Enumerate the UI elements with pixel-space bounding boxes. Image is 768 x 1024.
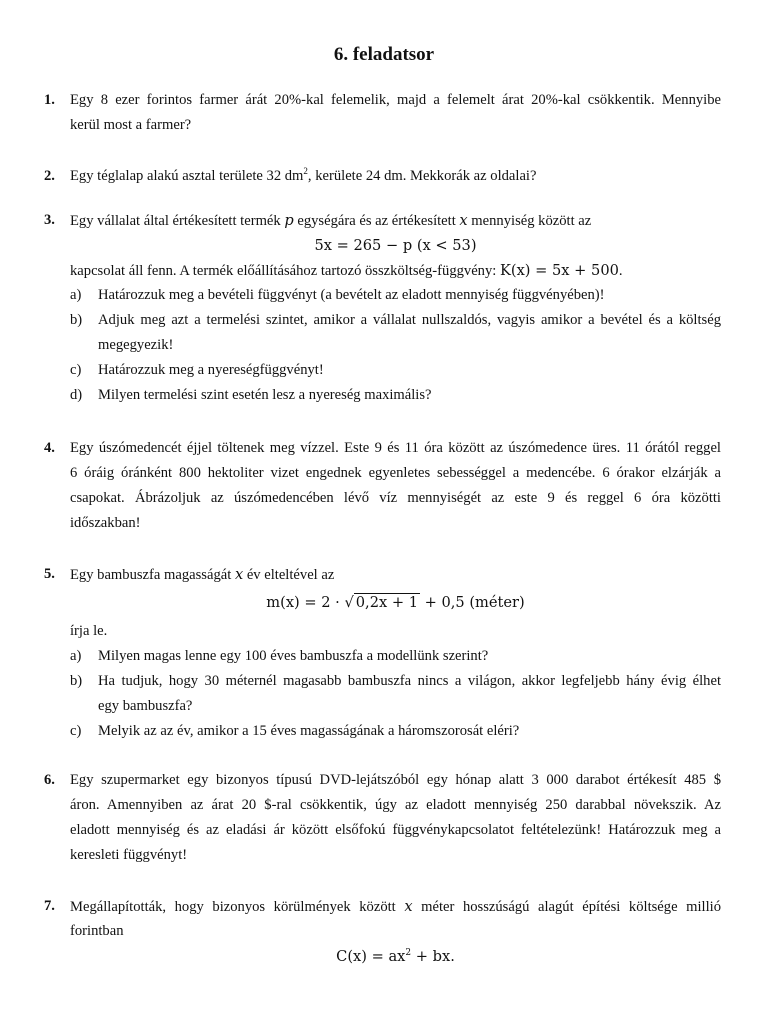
- subquestion-label: c): [70, 362, 82, 378]
- text-line: 6 óráig óránként 800 hektoliter vizet engednek egyenletes sebességgel a medencébe. 6 órakor elzárják a: [70, 465, 721, 481]
- text-segment: .: [618, 263, 623, 279]
- subquestion-text: Határozzuk meg a nyereségfüggvényt!: [98, 362, 324, 378]
- subquestion-label: a): [70, 648, 82, 664]
- text-line: Egy szupermarket egy bizonyos típusú DVD-lejátszóból egy hónap alatt 3 000 darabot értékesít 485 $: [70, 772, 721, 788]
- problem-number: 7.: [44, 898, 55, 914]
- text-segment: mennyiség között az: [467, 213, 592, 229]
- subquestion-c: [70, 719, 721, 744]
- equation-part: + 0,5 (méter): [420, 594, 525, 611]
- math-variable: p: [284, 212, 294, 229]
- problem-number: 3.: [44, 212, 55, 228]
- subquestion-b: [70, 308, 721, 333]
- text-segment: kapcsolat áll fenn. A termék előállításához tartozó összköltség-függvény:: [70, 263, 500, 279]
- text-line: írja le.: [70, 623, 108, 639]
- subquestion-b-cont: egy bambuszfa?: [98, 698, 193, 714]
- sqrt-symbol: √: [344, 594, 354, 611]
- problem-text: [70, 436, 721, 536]
- problem-number: 1.: [44, 92, 55, 108]
- text-segment: Egy bambuszfa magasságát: [70, 567, 235, 583]
- exponent: 2: [303, 166, 308, 176]
- problem-number: 4.: [44, 440, 55, 456]
- equation-part: m(x) = 2 ·: [266, 594, 345, 611]
- text-line: [70, 562, 721, 587]
- subquestion-b-cont: megegyezik!: [98, 337, 174, 353]
- subquestion-text: Melyik az az év, amikor a 15 éves magasságának a háromszorosát eléri?: [98, 723, 520, 739]
- text-line: [70, 894, 721, 919]
- problem-text: [70, 768, 721, 868]
- equation: [70, 944, 721, 969]
- text-segment: Egy vállalat által értékesített termék: [70, 213, 285, 229]
- sqrt-radicand: 0,2x + 1: [355, 594, 418, 611]
- subquestion-label: b): [70, 312, 83, 328]
- problem-number: 6.: [44, 772, 55, 788]
- problem-text: [70, 208, 721, 408]
- subquestion-label: d): [70, 387, 83, 403]
- problem-number: 5.: [44, 566, 55, 582]
- subquestion-label: c): [70, 723, 82, 739]
- exponent: 2: [405, 948, 412, 958]
- subquestion-b: [70, 669, 721, 694]
- subquestion-text: Ha tudjuk, hogy 30 méternél magasabb bambuszfa nincs a világon, akkor legfeljebb hány évig élhet: [98, 673, 721, 689]
- text-line: kerül most a farmer?: [70, 117, 192, 133]
- subquestion-text: Milyen magas lenne egy 100 éves bambuszfa a modellünk szerint?: [98, 648, 489, 664]
- text-segment: egységára és az értékesített: [293, 213, 460, 229]
- subquestion-label: a): [70, 287, 82, 303]
- text-line: csapokat. Ábrázoljuk az úszómedencében lévő víz mennyiségét az este 9 és reggel 6 óra közötti: [70, 490, 721, 506]
- text-segment: Egy téglalap alakú asztal területe 32 dm: [70, 168, 304, 184]
- subquestion-a: [70, 644, 721, 669]
- subquestion-d: [70, 383, 721, 408]
- text-segment: méter hosszúságú alagút építési költsége millió: [412, 899, 722, 915]
- text-line: eladott mennyiség és az eladási ár között elsőfokú függvénykapcsolatot feltételezünk! Határozzuk meg a: [70, 822, 721, 838]
- equation: 5x = 265 − p (x < 53): [314, 237, 477, 254]
- text-line: [70, 164, 721, 189]
- equation-part: + bx.: [411, 948, 455, 965]
- problem-text: [70, 562, 721, 744]
- problem-text: [70, 88, 721, 138]
- text-line: időszakban!: [70, 515, 141, 531]
- math-variable: x: [404, 898, 413, 915]
- subquestion-label: b): [70, 673, 83, 689]
- problem-number: 2.: [44, 168, 55, 184]
- text-segment: Megállapították, hogy bizonyos körülmények között: [70, 899, 405, 915]
- equation-part: C(x) = ax: [336, 948, 406, 965]
- equation-inline: K(x) = 5x + 500: [499, 262, 619, 279]
- subquestion-text: Adjuk meg azt a termelési szintet, amikor a vállalat nullszaldós, vagyis amikor a bevétel és a költség: [98, 312, 721, 328]
- math-variable: x: [234, 566, 244, 583]
- math-variable: x: [459, 212, 468, 229]
- page-title: 6. feladatsor: [333, 44, 435, 65]
- problem-text: [70, 894, 721, 969]
- text-line: Egy úszómedencét éjjel töltenek meg vízzel. Este 9 és 11 óra között az úszómedence üres. 11 órától reggel: [70, 440, 721, 456]
- text-segment: , kerülete 24 dm. Mekkorák az oldalai?: [307, 168, 537, 184]
- subquestion-text: Milyen termelési szint esetén lesz a nyereség maximális?: [98, 387, 432, 403]
- subquestion-a: [70, 283, 721, 308]
- text-line: Egy 8 ezer forintos farmer árát 20%-kal felemelik, majd a felemelt árat 20%-kal csökkentik. Mennyibe: [70, 92, 721, 108]
- subquestion-c: [70, 358, 721, 383]
- text-line: [70, 258, 721, 283]
- text-line: [70, 208, 721, 233]
- problem-text: [70, 164, 721, 189]
- subquestion-text: Határozzuk meg a bevételi függvényt (a bevételt az eladott mennyiség függvényében)!: [98, 287, 605, 303]
- text-line: keresleti függvényt!: [70, 847, 188, 863]
- text-line: forintban: [70, 923, 124, 939]
- text-segment: év elteltével az: [243, 567, 335, 583]
- text-line: áron. Amennyiben az árat 20 $-ral csökkentik, úgy az eladott mennyiség 250 darabbal növekszik. Az: [70, 797, 721, 813]
- equation: [70, 587, 721, 619]
